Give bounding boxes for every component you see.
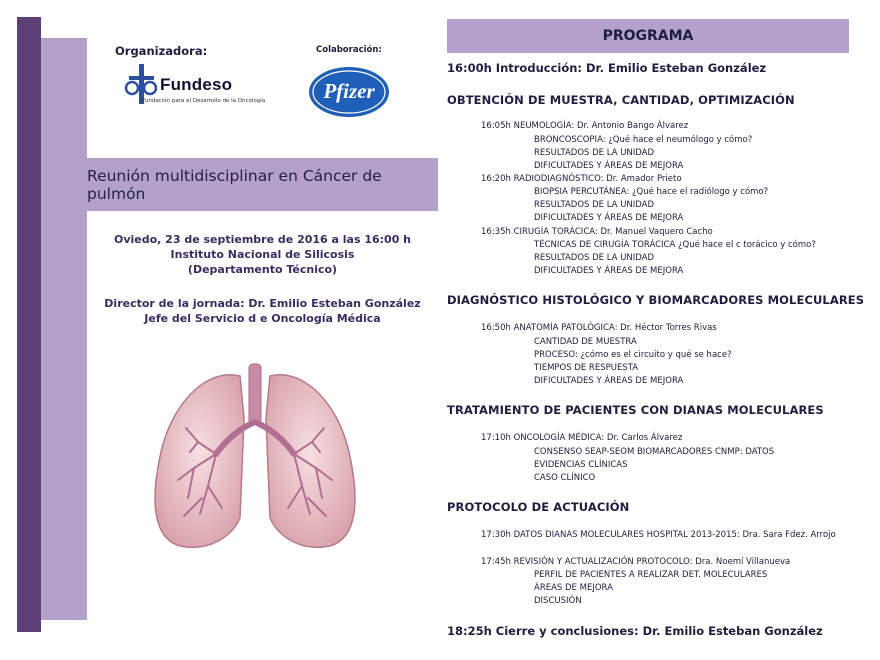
program-item: 17:10h ONCOLOGÍA MÉDICA: Dr. Carlos Álvarez	[481, 433, 683, 443]
program-subitem: DIFICULTADES Y ÁREAS DE MEJORA	[534, 161, 684, 171]
program-subitem: RESULTADOS DE LA UNIDAD	[534, 200, 655, 210]
program-subitem: BIOPSIA PERCUTÁNEA: ¿Qué hace el radiólogo y cómo?	[534, 187, 769, 197]
section-protocolo: PROTOCOLO DE ACTUACIÓN	[447, 500, 630, 514]
event-date-line: Oviedo, 23 de septiembre de 2016 a las 16:00 h	[113, 233, 412, 246]
organizer-label: Organizadora:	[115, 44, 208, 58]
program-subitem: BRONCOSCOPIA: ¿Qué hace el neumólogo y cómo?	[534, 135, 753, 145]
event-venue-line: Instituto Nacional de Silicosis	[170, 248, 355, 261]
director-line: Director de la jornada: Dr. Emilio Esteban González	[104, 297, 421, 310]
program-subitem: DISCUSIÓN	[534, 596, 582, 606]
program-item: 16:50h ANATOMÍA PATOLÓGICA: Dr. Héctor Torres Rivas	[481, 323, 717, 333]
program-intro: 16:00h Introducción: Dr. Emilio Esteban González	[447, 61, 767, 75]
program-subitem: RESULTADOS DE LA UNIDAD	[534, 253, 655, 263]
pfizer-name: Pfizer	[323, 79, 375, 103]
fundeso-name: Fundeso	[160, 75, 233, 94]
program-item: 16:35h CIRUGÍA TORÁCICA: Dr. Manuel Vaquero Cacho	[481, 227, 713, 237]
program-item: 16:20h RADIODIAGNÓSTICO: Dr. Amador Prieto	[481, 174, 682, 184]
pfizer-logo	[308, 66, 390, 118]
program-subitem: ÁREAS DE MEJORA	[534, 583, 613, 593]
program-subitem: DIFICULTADES Y ÁREAS DE MEJORA	[534, 376, 684, 386]
event-location-block	[95, 232, 430, 277]
fundeso-tagline: Fundación para el Desarrollo de la Oncología	[142, 98, 266, 104]
director-block	[95, 296, 430, 326]
event-title-band	[87, 158, 438, 211]
program-subitem: EVIDENCIAS CLÍNICAS	[534, 460, 628, 470]
program-subitem: CASO CLÍNICO	[534, 473, 596, 483]
program-header: PROGRAMA	[447, 19, 849, 53]
lungs-illustration	[140, 358, 370, 558]
program-subitem: PROCESO: ¿cómo es el circuito y qué se hace?	[534, 350, 732, 360]
program-item: 17:45h REVISIÓN Y ACTUALIZACIÓN PROTOCOLO: Dra. Noemí Villanueva	[481, 557, 791, 567]
decorative-bar-dark	[17, 17, 41, 632]
event-title: Reunión multidisciplinar en Cáncer de pulmón	[87, 166, 382, 203]
director-role-line: Jefe del Servicio d e Oncología Médica	[144, 312, 381, 325]
event-department-line: (Departamento Técnico)	[187, 263, 338, 276]
program-subitem: CANTIDAD DE MUESTRA	[534, 337, 637, 347]
fundeso-logo	[122, 62, 266, 112]
collaboration-label: Colaboración:	[316, 45, 382, 55]
section-obtencion: OBTENCIÓN DE MUESTRA, CANTIDAD, OPTIMIZACIÓN	[447, 93, 795, 107]
program-item: 17:30h DATOS DIANAS MOLECULARES HOSPITAL 2013-2015: Dra. Sara Fdez. Arrojo	[481, 530, 836, 540]
program-item: 16:05h NEUMOLOGÍA: Dr. Antonio Bango Álvarez	[481, 121, 689, 131]
program-subitem: TÉCNICAS DE CIRUGÍA TORÁCICA ¿Qué hace el c torácico y cómo?	[534, 240, 816, 250]
program-subitem: DIFICULTADES Y ÁREAS DE MEJORA	[534, 213, 684, 223]
program-subitem: CONSENSO SEAP-SEOM BIOMARCADORES CNMP: DATOS	[534, 447, 775, 457]
section-tratamiento: TRATAMIENTO DE PACIENTES CON DIANAS MOLECULARES	[447, 403, 824, 417]
program-subitem: DIFICULTADES Y ÁREAS DE MEJORA	[534, 266, 684, 276]
section-diagnostico: DIAGNÓSTICO HISTOLÓGICO Y BIOMARCADORES MOLECULARES	[447, 293, 865, 307]
program-subitem: TIEMPOS DE RESPUESTA	[534, 363, 639, 373]
program-subitem: RESULTADOS DE LA UNIDAD	[534, 148, 655, 158]
program-closing: 18:25h Cierre y conclusiones: Dr. Emilio Esteban González	[447, 624, 823, 638]
program-subitem: PERFIL DE PACIENTES A REALIZAR DET. MOLECULARES	[534, 570, 768, 580]
decorative-bar-light	[41, 38, 87, 620]
